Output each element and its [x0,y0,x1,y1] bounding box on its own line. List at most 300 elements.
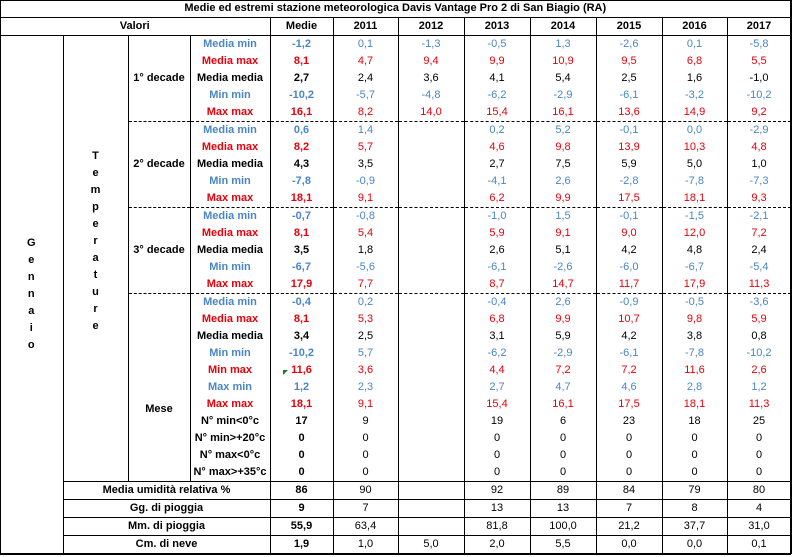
year-value: -10,2 [727,87,791,104]
table-row [0,36,791,54]
bottom-label: Gg. di pioggia [63,500,270,518]
year-value: 11,3 [727,276,791,294]
year-value: 19 [464,413,530,430]
year-value: 13 [464,500,530,518]
year-value: 92 [464,482,530,500]
media-value: 11,6 [270,362,333,379]
year-value: -2,9 [530,345,596,362]
year-value: 31,0 [727,518,791,536]
year-value: 7,2 [530,362,596,379]
year-value: 12,0 [662,225,727,242]
year-value [398,122,464,140]
media-value: 1,9 [270,536,333,554]
row-label: Min max [190,362,270,379]
year-value: 4,7 [333,53,398,70]
year-value: 100,0 [530,518,596,536]
table-title: Medie ed estremi stazione meteorologica Davis Vantage Pro 2 di San Biagio (RA) [0,0,791,18]
year-value: -2,9 [727,122,791,140]
year-value: 14,0 [398,104,464,122]
year-value: 0,1 [333,36,398,54]
year-value: 5,5 [530,536,596,554]
year-value: 0,1 [662,36,727,54]
year-value: 5,4 [530,70,596,87]
row-label: Min min [190,345,270,362]
row-label: Media media [190,156,270,173]
year-value [398,328,464,345]
media-value: -0,7 [270,208,333,226]
year-value: -7,8 [662,173,727,190]
row-label: Max max [190,276,270,294]
year-value: 5,9 [596,156,662,173]
year-value: 5,7 [333,345,398,362]
year-value: 0 [727,447,791,464]
row-label: Media min [190,294,270,312]
year-value: 4,2 [596,242,662,259]
year-value: 14,7 [530,276,596,294]
bottom-label: Cm. di neve [63,536,270,554]
section-letter: e [92,320,99,332]
year-value: 0 [662,464,727,482]
year-value: -6,1 [464,259,530,276]
media-value: -6,7 [270,259,333,276]
year-value: -6,7 [662,259,727,276]
month-letter: n [27,271,35,283]
bottom-label: Mm. di pioggia [63,518,270,536]
year-value: 0 [333,430,398,447]
year-value [398,139,464,156]
row-label: Max max [190,104,270,122]
media-value: 18,1 [270,396,333,413]
year-value: 5,0 [662,156,727,173]
year-value: 0 [530,447,596,464]
year-value: 0 [662,447,727,464]
year-value: 0 [464,447,530,464]
year-value: 18,1 [662,190,727,208]
header-year: 2012 [398,18,464,36]
year-value: 17,5 [596,190,662,208]
media-value: 16,1 [270,104,333,122]
year-value: 8,2 [333,104,398,122]
year-value: 9,9 [530,190,596,208]
row-label: Min min [190,259,270,276]
year-value: 4,7 [530,379,596,396]
media-value: 17 [270,413,333,430]
year-value: 89 [530,482,596,500]
year-value: 2,7 [464,156,530,173]
year-value [398,259,464,276]
year-value: 2,3 [333,379,398,396]
year-value: 1,8 [333,242,398,259]
year-value: -0,4 [464,294,530,312]
year-value: 1,5 [530,208,596,226]
year-value: 5,3 [333,311,398,328]
header-year: 2015 [596,18,662,36]
year-value: 5,1 [530,242,596,259]
media-value: -0,4 [270,294,333,312]
year-value [398,447,464,464]
media-value: 1,2 [270,379,333,396]
year-value: -2,9 [530,87,596,104]
month-label [0,36,63,554]
year-value: 9,1 [530,225,596,242]
year-value: 0,0 [662,122,727,140]
year-value [398,311,464,328]
year-value: 0 [464,430,530,447]
year-value: 0 [530,430,596,447]
year-value: 4,1 [464,70,530,87]
year-value: -1,0 [464,208,530,226]
year-value: 80 [727,482,791,500]
section-letter: a [92,252,99,264]
year-value: 18,1 [662,396,727,413]
year-value: 0 [596,430,662,447]
group-label: 3° decade [128,208,190,294]
year-value: 8 [662,500,727,518]
section-letter: m [90,184,101,196]
section-letter: e [92,167,99,179]
year-value: 4,6 [464,139,530,156]
group-label: Mese [128,294,190,482]
header-year: 2017 [727,18,791,36]
year-value: 7,5 [530,156,596,173]
year-value: 0 [727,430,791,447]
year-value: 9,1 [333,396,398,413]
year-value: 5,5 [727,53,791,70]
year-value: 21,2 [596,518,662,536]
year-value: 1,6 [662,70,727,87]
year-value: 0 [727,464,791,482]
month-letter: a [28,305,35,317]
year-value: 63,4 [333,518,398,536]
year-value: 4,2 [596,328,662,345]
year-value: -7,3 [727,173,791,190]
year-value: 8,7 [464,276,530,294]
year-value: 0 [530,464,596,482]
year-value: 9,9 [464,53,530,70]
year-value: 4,6 [596,379,662,396]
media-value: 0 [270,430,333,447]
year-value: 9,4 [398,53,464,70]
header-year: 2011 [333,18,398,36]
media-value: 86 [270,482,333,500]
year-value: 2,6 [464,242,530,259]
year-value: 15,4 [464,104,530,122]
year-value: -6,0 [596,259,662,276]
media-value: 0,6 [270,122,333,140]
year-value: -5,6 [333,259,398,276]
year-value: 0,2 [333,294,398,312]
bottom-label: Media umidità relativa % [63,482,270,500]
year-value: 18 [662,413,727,430]
year-value [398,345,464,362]
row-label: Media min [190,36,270,54]
year-value: 13,6 [596,104,662,122]
year-value: 5,9 [727,311,791,328]
year-value: -10,2 [727,345,791,362]
table-row [0,500,791,518]
year-value: 0 [596,464,662,482]
year-value: -6,2 [464,87,530,104]
media-value: 3,5 [270,242,333,259]
year-value: 2,6 [727,362,791,379]
year-value: 9,9 [530,311,596,328]
year-value: -5,7 [333,87,398,104]
year-value: 23 [596,413,662,430]
year-value: 0,0 [596,536,662,554]
year-value: 5,4 [333,225,398,242]
year-value: 9 [333,413,398,430]
year-value [398,156,464,173]
media-value: 4,3 [270,156,333,173]
row-label: Media min [190,208,270,226]
media-value: 2,7 [270,70,333,87]
year-value: 90 [333,482,398,500]
year-value: 6 [530,413,596,430]
year-value: 5,9 [530,328,596,345]
year-value: 5,0 [398,536,464,554]
year-value: -1,3 [398,36,464,54]
media-value: 0 [270,447,333,464]
row-label: Media max [190,139,270,156]
year-value: -0,5 [464,36,530,54]
year-value: 0,1 [727,536,791,554]
year-value: 2,5 [333,328,398,345]
year-value: 5,9 [464,225,530,242]
media-value: 3,4 [270,328,333,345]
year-value: 3,5 [333,156,398,173]
year-value: 16,1 [530,104,596,122]
year-value: 1,0 [333,536,398,554]
year-value: 5,7 [333,139,398,156]
year-value [398,208,464,226]
year-value: 6,2 [464,190,530,208]
year-value: 2,5 [596,70,662,87]
year-value: 9,2 [727,104,791,122]
header-year: 2014 [530,18,596,36]
year-value: 2,0 [464,536,530,554]
year-value: -4,8 [398,87,464,104]
row-label: Media media [190,242,270,259]
media-value: 0 [270,464,333,482]
row-label: Media min [190,122,270,140]
year-value: 37,7 [662,518,727,536]
row-label: N° max>+35°c [190,464,270,482]
year-value: 7 [596,500,662,518]
year-value: 0,2 [464,122,530,140]
row-label: N° max<0°c [190,447,270,464]
section-letter: u [92,286,99,298]
year-value: 17,9 [662,276,727,294]
year-value: 0,8 [727,328,791,345]
media-value: 8,2 [270,139,333,156]
year-value: 9,0 [596,225,662,242]
row-label: Media media [190,70,270,87]
year-value: -6,2 [464,345,530,362]
year-value: 81,8 [464,518,530,536]
year-value: 6,8 [662,53,727,70]
cell-comment-marker [283,370,288,375]
year-value: 4,8 [662,242,727,259]
year-value: 4,8 [727,139,791,156]
media-value: 55,9 [270,518,333,536]
year-value: 16,1 [530,396,596,413]
media-value: -7,8 [270,173,333,190]
media-value: 8,1 [270,53,333,70]
row-label: Max max [190,396,270,413]
year-value: 9,3 [727,190,791,208]
year-value [398,413,464,430]
media-value: 18,1 [270,190,333,208]
year-value: 15,4 [464,396,530,413]
year-value: 13,9 [596,139,662,156]
group-label: 2° decade [128,122,190,208]
row-label: Min min [190,173,270,190]
section-label [63,36,128,482]
month-letter: n [27,288,35,300]
media-value: 9 [270,500,333,518]
row-label: N° min<0°c [190,413,270,430]
table-row [0,518,791,536]
section-letter: p [92,201,99,213]
year-value: 84 [596,482,662,500]
year-value: 1,0 [727,156,791,173]
section-letter: T [92,150,99,162]
year-value: 1,2 [727,379,791,396]
year-value: -0,9 [596,294,662,312]
year-value [398,173,464,190]
year-value: 5,2 [530,122,596,140]
year-value: 10,7 [596,311,662,328]
media-value: 8,1 [270,225,333,242]
year-value [398,396,464,413]
year-value [398,225,464,242]
year-value: 0 [596,447,662,464]
table-row [0,536,791,554]
media-value: -10,2 [270,345,333,362]
year-value: 7,2 [727,225,791,242]
year-value: -0,9 [333,173,398,190]
year-value: 3,6 [398,70,464,87]
year-value [398,294,464,312]
year-value: 11,3 [727,396,791,413]
section-letter: r [93,235,98,247]
year-value: 9,8 [530,139,596,156]
year-value: 4 [727,500,791,518]
year-value: 2,7 [464,379,530,396]
year-value: -5,8 [727,36,791,54]
year-value: 9,8 [662,311,727,328]
header-year: 2013 [464,18,530,36]
year-value: 13 [530,500,596,518]
year-value: -1,0 [727,70,791,87]
year-value: 7 [333,500,398,518]
row-label: Min min [190,87,270,104]
table-row [0,482,791,500]
media-value: 17,9 [270,276,333,294]
header-medie: Medie [270,18,333,36]
year-value: -0,1 [596,122,662,140]
year-value: 1,3 [530,36,596,54]
row-label: Media max [190,53,270,70]
month-letter: e [28,254,35,266]
year-value [398,276,464,294]
year-value: 3,1 [464,328,530,345]
group-label: 1° decade [128,36,190,122]
year-value [398,379,464,396]
year-value: -2,1 [727,208,791,226]
year-value: 1,4 [333,122,398,140]
year-value: 9,5 [596,53,662,70]
year-value: -2,6 [596,36,662,54]
row-label: Max min [190,379,270,396]
header-valori: Valori [0,18,270,36]
year-value: 4,4 [464,362,530,379]
year-value: -0,5 [662,294,727,312]
year-value: -2,6 [530,259,596,276]
year-value: 2,6 [530,294,596,312]
media-value: 8,1 [270,311,333,328]
year-value: 11,7 [596,276,662,294]
year-value: 3,6 [333,362,398,379]
year-value: 0 [464,464,530,482]
year-value: 79 [662,482,727,500]
section-letter: r [93,303,98,315]
year-value: 25 [727,413,791,430]
year-value: -1,5 [662,208,727,226]
year-value: 7,7 [333,276,398,294]
row-label: N° min>+20°c [190,430,270,447]
media-value: -10,2 [270,87,333,104]
year-value [398,518,464,536]
year-value: 0 [662,430,727,447]
year-value [398,464,464,482]
year-value: 7,2 [596,362,662,379]
year-value: -3,6 [727,294,791,312]
year-value: -2,8 [596,173,662,190]
year-value: -4,1 [464,173,530,190]
row-label: Media max [190,311,270,328]
month-letter: i [29,322,33,334]
year-value: 2,6 [530,173,596,190]
year-value: -5,4 [727,259,791,276]
year-value: 14,9 [662,104,727,122]
media-value: -1,2 [270,36,333,54]
section-letter: t [93,269,98,281]
year-value: -0,8 [333,208,398,226]
month-letter: G [26,237,36,249]
year-value [398,430,464,447]
year-value [398,242,464,259]
section-letter: e [92,218,99,230]
year-value: 2,4 [727,242,791,259]
row-label: Media max [190,225,270,242]
year-value [398,482,464,500]
year-value: -7,8 [662,345,727,362]
year-value: 9,1 [333,190,398,208]
year-value: -6,1 [596,345,662,362]
year-value: 10,9 [530,53,596,70]
year-value: 10,3 [662,139,727,156]
year-value: 3,8 [662,328,727,345]
year-value [398,190,464,208]
year-value: -3,2 [662,87,727,104]
year-value: -0,1 [596,208,662,226]
year-value: 2,8 [662,379,727,396]
year-value [398,500,464,518]
header-year: 2016 [662,18,727,36]
year-value: 0,0 [662,536,727,554]
year-value: 2,4 [333,70,398,87]
